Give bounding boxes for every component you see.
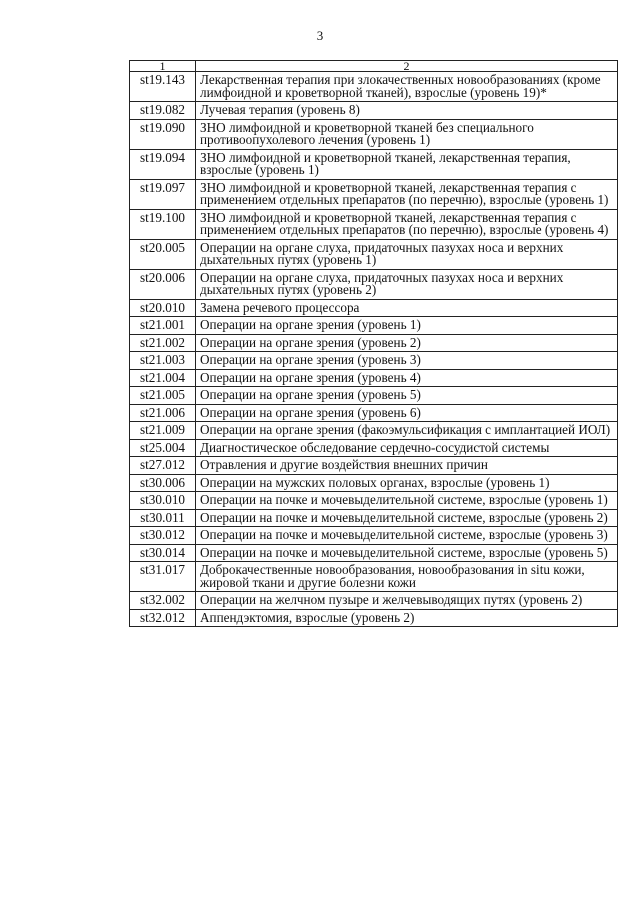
table-row [130, 239, 618, 269]
row-code: st19.094 [130, 149, 196, 179]
table-row [130, 317, 618, 335]
row-description: Операции на почке и мочевыделительной системе, взрослые (уровень 2) [196, 509, 618, 527]
row-code: st27.012 [130, 457, 196, 475]
row-code: st19.100 [130, 209, 196, 239]
table-row [130, 387, 618, 405]
row-code: st21.006 [130, 404, 196, 422]
table-row [130, 72, 618, 102]
row-code: st30.014 [130, 544, 196, 562]
page-number: 3 [316, 28, 324, 43]
row-description: Доброкачественные новообразования, новообразования in situ кожи, жировой ткани и другие болезни кожи [196, 562, 618, 592]
row-description: Операции на желчном пузыре и желчевыводящих путях (уровень 2) [196, 592, 618, 610]
table-body [130, 72, 618, 627]
row-code: st30.011 [130, 509, 196, 527]
column-header-1: 1 [130, 61, 196, 72]
table-row [130, 334, 618, 352]
row-code: st19.097 [130, 179, 196, 209]
row-description: Отравления и другие воздействия внешних причин [196, 457, 618, 475]
table-row [130, 609, 618, 627]
row-code: st20.005 [130, 239, 196, 269]
table-row [130, 544, 618, 562]
table-row [130, 474, 618, 492]
table-row [130, 562, 618, 592]
row-code: st20.006 [130, 269, 196, 299]
row-description: Лекарственная терапия при злокачественных новообразованиях (кроме лимфоидной и кроветворной тканей), взрослые (уровень 19)* [196, 72, 618, 102]
row-description: Операции на органе слуха, придаточных пазухах носа и верхних дыхательных путях (уровень 1) [196, 239, 618, 269]
table-row [130, 352, 618, 370]
row-code: st31.017 [130, 562, 196, 592]
row-code: st21.003 [130, 352, 196, 370]
table-header-row [130, 61, 618, 72]
row-code: st21.001 [130, 317, 196, 335]
table-row [130, 209, 618, 239]
table-row [130, 149, 618, 179]
row-code: st19.143 [130, 72, 196, 102]
row-code: st30.012 [130, 527, 196, 545]
row-description: Лучевая терапия (уровень 8) [196, 102, 618, 120]
row-code: st19.082 [130, 102, 196, 120]
table-row [130, 269, 618, 299]
row-description: Операции на мужских половых органах, взрослые (уровень 1) [196, 474, 618, 492]
row-description: ЗНО лимфоидной и кроветворной тканей, лекарственная терапия, взрослые (уровень 1) [196, 149, 618, 179]
row-description: ЗНО лимфоидной и кроветворной тканей, лекарственная терапия с применением отдельных препаратов (по перечню), взрослые (уровень 1) [196, 179, 618, 209]
table-row [130, 457, 618, 475]
row-code: st20.010 [130, 299, 196, 317]
row-description: Операции на почке и мочевыделительной системе, взрослые (уровень 1) [196, 492, 618, 510]
row-code: st21.009 [130, 422, 196, 440]
row-description: Операции на органе зрения (уровень 1) [196, 317, 618, 335]
row-description: Операции на почке и мочевыделительной системе, взрослые (уровень 5) [196, 544, 618, 562]
row-code: st30.010 [130, 492, 196, 510]
row-code: st21.002 [130, 334, 196, 352]
row-description: ЗНО лимфоидной и кроветворной тканей, лекарственная терапия с применением отдельных препаратов (по перечню), взрослые (уровень 4) [196, 209, 618, 239]
table-row [130, 179, 618, 209]
row-description: Операции на органе зрения (уровень 3) [196, 352, 618, 370]
row-code: st19.090 [130, 119, 196, 149]
row-description: Операции на органе зрения (уровень 2) [196, 334, 618, 352]
row-code: st21.005 [130, 387, 196, 405]
table-row [130, 527, 618, 545]
row-code: st21.004 [130, 369, 196, 387]
table-row [130, 119, 618, 149]
table-row [130, 422, 618, 440]
row-description: Операции на органе слуха, придаточных пазухах носа и верхних дыхательных путях (уровень 2) [196, 269, 618, 299]
row-description: ЗНО лимфоидной и кроветворной тканей без специального противоопухолевого лечения (уровень 1) [196, 119, 618, 149]
table-row [130, 509, 618, 527]
row-description: Аппендэктомия, взрослые (уровень 2) [196, 609, 618, 627]
table-row [130, 369, 618, 387]
row-code: st30.006 [130, 474, 196, 492]
row-code: st25.004 [130, 439, 196, 457]
row-description: Операции на органе зрения (уровень 4) [196, 369, 618, 387]
column-header-2: 2 [196, 61, 618, 72]
table-row [130, 439, 618, 457]
row-code: st32.002 [130, 592, 196, 610]
table-row [130, 404, 618, 422]
table-row [130, 299, 618, 317]
row-description: Операции на органе зрения (уровень 6) [196, 404, 618, 422]
row-code: st32.012 [130, 609, 196, 627]
table-row [130, 592, 618, 610]
table-row [130, 492, 618, 510]
tariff-table [129, 60, 618, 627]
table-row [130, 102, 618, 120]
row-description: Операции на органе зрения (факоэмульсификация с имплантацией ИОЛ) [196, 422, 618, 440]
row-description: Диагностическое обследование сердечно-сосудистой системы [196, 439, 618, 457]
row-description: Операции на почке и мочевыделительной системе, взрослые (уровень 3) [196, 527, 618, 545]
row-description: Замена речевого процессора [196, 299, 618, 317]
row-description: Операции на органе зрения (уровень 5) [196, 387, 618, 405]
